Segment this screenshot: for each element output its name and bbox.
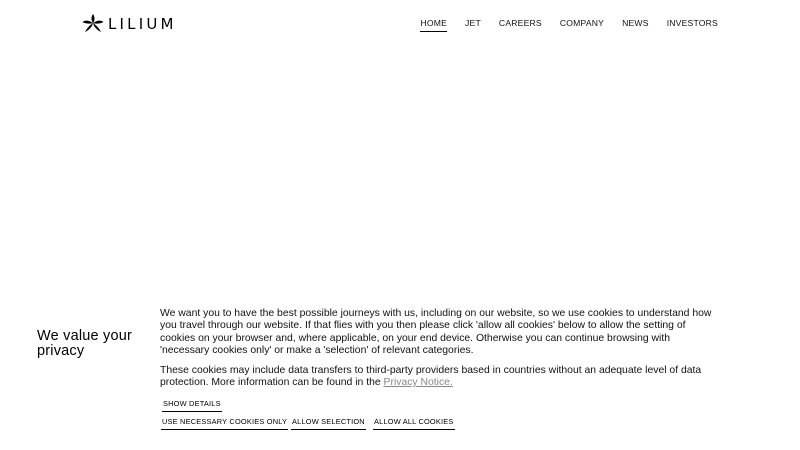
cookie-banner [0,300,800,450]
privacy-notice-link[interactable]: Privacy Notice. [383,377,453,389]
nav-item-careers[interactable]: CAREERS [498,18,542,28]
lilium-logo[interactable] [82,13,177,33]
nav-item-investors[interactable]: INVESTORS [666,18,718,28]
allow-all-cookies-button[interactable]: ALLOW ALL COOKIES [373,417,455,430]
cookie-paragraph-2-text: These cookies may include data transfers to third-party providers based in countries without an adequate level of data protection. More information can be found in the [160,364,702,389]
logo-wordmark: LILIUM [108,14,177,33]
nav-item-news[interactable]: NEWS [622,18,649,28]
nav-item-company[interactable]: COMPANY [559,18,605,28]
nav-item-jet[interactable]: JET [465,18,481,28]
main-nav [420,17,718,32]
cookie-text [160,308,720,396]
necessary-cookies-button[interactable]: USE NECESSARY COOKIES ONLY [161,417,288,430]
cookie-title: We value your privacy [37,328,133,359]
cookie-paragraph-2 [160,365,720,390]
lilium-flower-icon [82,13,104,33]
allow-selection-button[interactable]: ALLOW SELECTION [291,417,366,430]
cookie-paragraph-1: We want you to have the best possible journeys with us, including on our website, so we use cookies to understand how you travel through our website. If that flies with you then please click 'allow all cookies' below to allow the setting of cookies on your browser and, where applicable, on your end device. Otherwise you can continue browsing with 'necessary cookies only' or make a 'selection' of relevant categories. [160,308,712,357]
show-details-button[interactable]: SHOW DETAILS [162,399,222,412]
nav-item-home[interactable]: HOME [420,17,447,32]
site-header [0,0,800,46]
